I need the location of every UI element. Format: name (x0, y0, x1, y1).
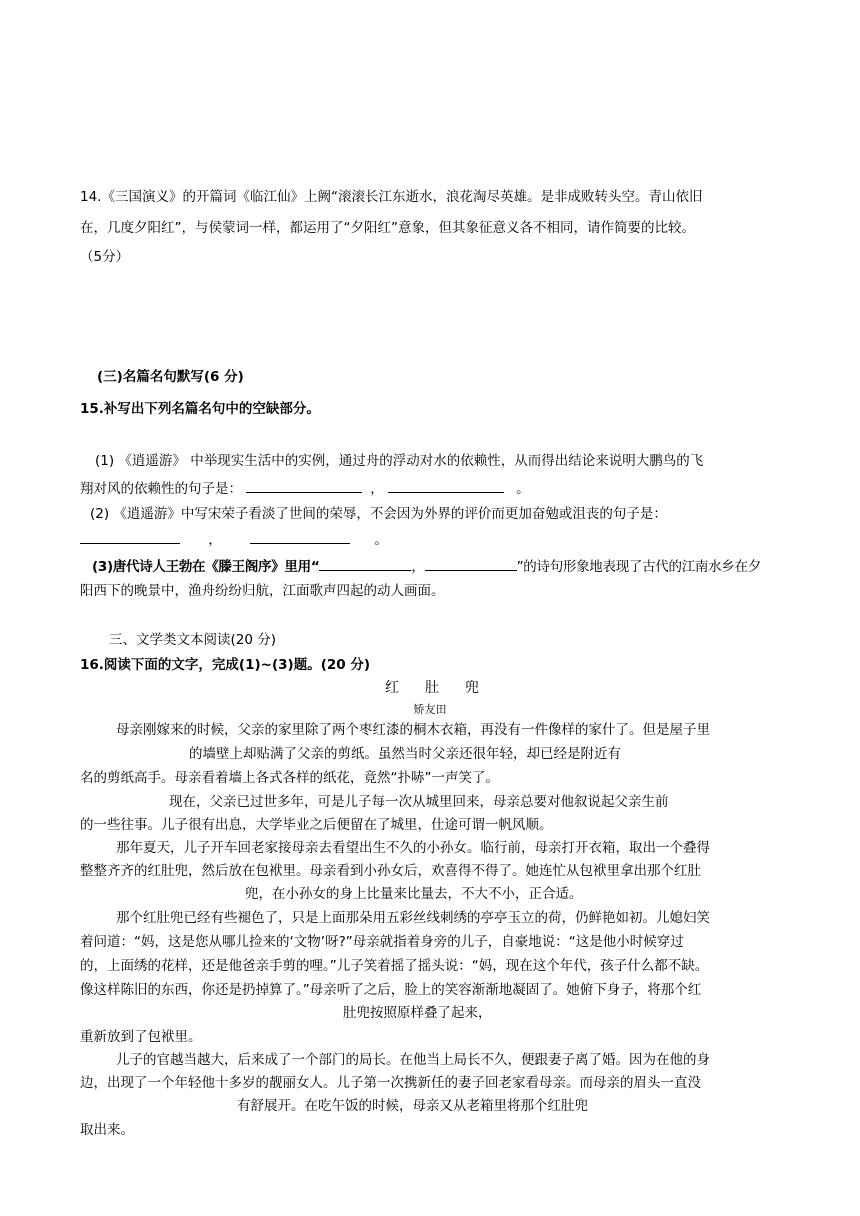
q15-item3-prefix: (3)唐代诗人王勃在《滕王阁序》里用“ (92, 559, 320, 575)
article-line: 整整齐齐的红肚兜，然后放在包袱里。母亲看到小孙女后，欢喜得不得了。她连忙从包袱里拿出那个红肚 (80, 863, 701, 879)
separator: ， (208, 532, 222, 548)
answer-blank-3a[interactable] (319, 558, 411, 571)
article-line: 的，上面绣的花样，还是他爸亲手剪的哩。”儿子笑着摇了摇头说：“妈，现在这个年代，孩子什么都不缺。 (80, 958, 709, 974)
article-line: 有舒展开。在吃午饭的时候，母亲又从老箱里将那个红肚兜 (237, 1098, 588, 1114)
answer-blank-2b[interactable] (250, 531, 350, 544)
article-line: 现在，父亲已过世多年，可是儿子每一次从城里回来，母亲总要对他叙说起父亲生前 (169, 794, 669, 810)
q14-line-3: （5分） (80, 249, 130, 265)
q15-prompt: 15.补写出下列名篇名句中的空缺部分。 (80, 401, 320, 417)
q16-prompt: 16.阅读下面的文字，完成(1)~(3)题。(20 分) (80, 657, 371, 673)
q14-line-1: 14.《三国演义》的开篇词《临江仙》上阙“滚滚长江东逝水，浪花淘尽英雄。是非成败转头空。青山依旧 (80, 189, 703, 205)
q15-item3-line2: 阳西下的晚景中，渔舟纷纷归航，江面歌声四起的动人画面。 (80, 583, 445, 599)
article-line: 儿子的官越当越大，后来成了一个部门的局长。在他当上局长不久，便跟妻子离了婚。因为在他的身 (116, 1052, 710, 1068)
section3-heading: (三)名篇名句默写(6 分) (97, 369, 244, 385)
article-line: 兜，在小孙女的身上比量来比量去，不大不小，正合适。 (245, 886, 583, 902)
q15-item2-line1: (2) 《逍遥游》中写宋荣子看淡了世间的荣辱，不会因为外界的评价而更加奋勉或沮丧的句子是： (90, 506, 667, 522)
article-line: 像这样陈旧的东西，你还是扔掉算了。”母亲听了之后，脸上的笑容渐渐地凝固了。她俯下身子，将那个红 (80, 982, 702, 998)
answer-blank-3b[interactable] (425, 558, 517, 571)
q15-item2-line2 (80, 531, 388, 549)
answer-blank-1b[interactable] (388, 480, 504, 493)
separator: ， (370, 481, 384, 497)
q15-item1-prefix: 翔对风的依赖性的句子是： (80, 481, 242, 497)
article-title: 红肚兜 (385, 680, 505, 696)
separator: ， (411, 559, 425, 575)
q15-item3-line1 (92, 558, 761, 576)
article-line: 名的剪纸高手。母亲看着墙上各式各样的纸花，竟然“扑哧”一声笑了。 (80, 770, 499, 786)
article-line: 取出来。 (80, 1122, 134, 1138)
q15-item1-text: (1) 《逍遥游》 中举现实生活中的实例，通过舟的浮动对水的依赖性，从而得出结论来说明大鹏鸟的飞 (95, 453, 704, 469)
article-line: 的墙壁上却贴满了父亲的剪纸。虽然当时父亲还很年轻，却已经是附近有 (189, 746, 621, 762)
answer-blank-1a[interactable] (246, 480, 362, 493)
article-line: 着问道：“妈，这是您从哪儿捡来的‘文物’呀?”母亲就指着身旁的儿子，自豪地说：“这是他小时候穿过 (80, 934, 684, 950)
period: 。 (516, 481, 530, 497)
q15-item1-line2 (80, 480, 530, 498)
article-line: 的一些往事。儿子很有出息，大学毕业之后便留在了城里，仕途可谓一帆风顺。 (80, 817, 553, 833)
article-line: 边，出现了一个年轻他十多岁的靓丽女人。儿子第一次携新任的妻子回老家看母亲。而母亲的眉头一直没 (80, 1075, 701, 1091)
article-line: 肚兜按照原样叠了起来， (343, 1005, 492, 1021)
q15-item3-suffix: ”的诗句形象地表现了古代的江南水乡在夕 (516, 559, 761, 575)
q14-line-2: 在，几度夕阳红”，与侯蒙词一样，都运用了“夕阳红”意象，但其象征意义各不相同，请作简要的比较。 (80, 220, 695, 236)
article-author: 矫友田 (413, 703, 447, 716)
answer-blank-2a[interactable] (80, 531, 180, 544)
period: 。 (374, 532, 388, 548)
q15-item1-line1 (95, 452, 703, 470)
article-line: 母亲刚嫁来的时候，父亲的家里除了两个枣红漆的桐木衣箱，再没有一件像样的家什了。但是屋子里 (116, 722, 710, 738)
article-line: 那个红肚兜已经有些褪色了，只是上面那朵用五彩丝线刺绣的亭亭玉立的荷，仍鲜艳如初。儿媳妇笑 (116, 910, 710, 926)
article-line: 那年夏天，儿子开车回老家接母亲去看望出生不久的小孙女。临行前，母亲打开衣箱，取出一个叠得 (116, 840, 710, 856)
reading-heading: 三、文学类文本阅读(20 分) (109, 632, 277, 648)
article-line: 重新放到了包袱里。 (80, 1029, 202, 1045)
